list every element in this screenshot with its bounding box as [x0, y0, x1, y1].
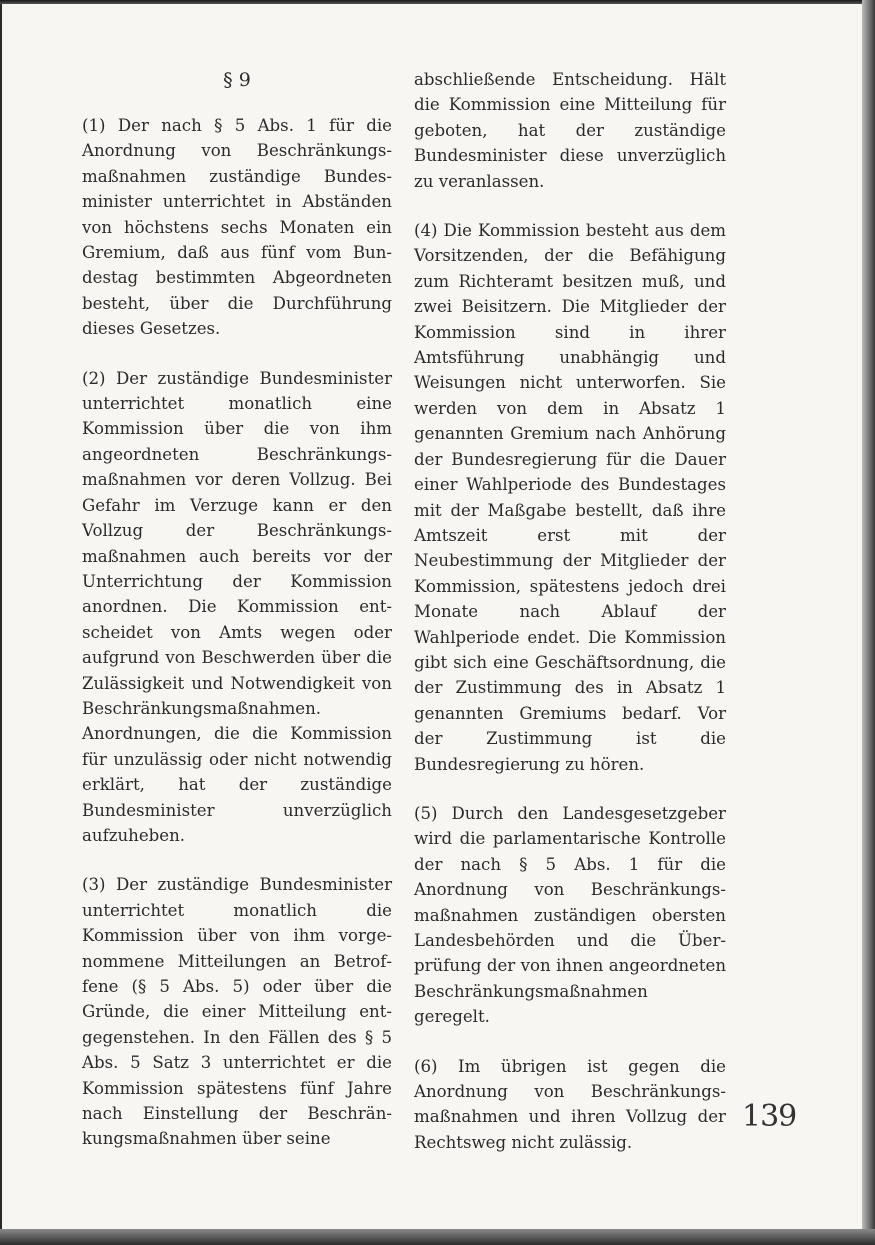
paragraph-4: (4) Die Kommission besteht aus dem Vorsitzenden, der die Befähigung zum Richteramt besitzen muß, und zwei Beisitzern. Die Mitglieder der Kommission sind in ihrer Amtsführung unabhängig und Weisungen nicht unterworfen. Sie werden von dem in Absatz 1 genannten Gremium nach Anhörung der Bundesregierung für die Dauer einer Wahlperiode des Bundestages mit der Maßgabe bestellt, daß ihre Amtszeit erst mit der Neubestimmung der Mitglieder der Kommission, spätestens jedoch drei Monate nach Ablauf der Wahlperiode endet. Die Kommission gibt sich eine Geschäftsordnung, die der Zustimmung des in Absatz 1 genannten Gremiums bedarf. Vor der Zustimmung ist die Bundesregierung zu hören.: [414, 221, 726, 774]
right-column: [414, 67, 726, 1155]
left-column: [82, 67, 392, 1152]
paragraph-5: (5) Durch den Landesgesetzgeber wird die parlamentarische Kontrolle der nach § 5 Abs. 1 für die Anordnung von Beschränkungsmaßnahmen zuständigen obersten Landesbehörden und die Überprüfung der von ihnen angeordneten Beschränkungsmaßnahmen geregelt.: [414, 803, 726, 1027]
section-heading: § 9: [223, 69, 251, 91]
scan-edge-bottom: [0, 1229, 875, 1245]
paragraph-3-continued: abschließende Entscheidung. Hält die Kommission eine Mitteilung für geboten, hat der zuständige Bundesminister diese unverzüglich zu veranlassen.: [414, 70, 726, 191]
scan-edge-right: [862, 0, 875, 1245]
paragraph-3-start: (3) Der zuständige Bundesminister unterrichtet monatlich die Kommission über von ihm vorgenommene Mitteilungen an Betroffene (§ 5 Abs. 5) oder über die Gründe, die einer Mitteilung entgegenstehen. In den Fällen des § 5 Abs. 5 Satz 3 unterrichtet er die Kommission spätestens fünf Jahre nach Einstellung der Beschränkungsmaßnahmen über seine: [82, 875, 392, 1149]
scan-edge-top: [0, 0, 875, 4]
paragraph-1: (1) Der nach § 5 Abs. 1 für die Anordnung von Beschränkungsmaßnahmen zuständige Bundesminister unterrichtet in Abständen von höchstens sechs Monaten ein Gremium, daß aus fünf vom Bundestag bestimmten Abgeordneten besteht, über die Durchführung dieses Gesetzes.: [82, 116, 392, 339]
paragraph-2: (2) Der zuständige Bundesminister unterrichtet monatlich eine Kommission über die von ihm angeordneten Beschränkungsmaßnahmen vor deren Vollzug. Bei Gefahr im Verzuge kann er den Vollzug der Beschränkungsmaßnahmen auch bereits vor der Unterrichtung der Kommission anordnen. Die Kommission entscheidet von Amts wegen oder aufgrund von Beschwerden über die Zulässigkeit und Notwendigkeit von Beschränkungsmaßnahmen. Anordnungen, die die Kommission für unzulässig oder nicht notwendig erklärt, hat der zuständige Bundesminister unverzüglich aufzuheben.: [82, 368, 392, 845]
paragraph-6: (6) Im übrigen ist gegen die Anordnung von Beschränkungsmaßnahmen und ihren Vollzug der Rechtsweg nicht zulässig.: [414, 1056, 726, 1152]
book-page: [2, 3, 862, 1233]
page-number: 139: [742, 1099, 797, 1134]
